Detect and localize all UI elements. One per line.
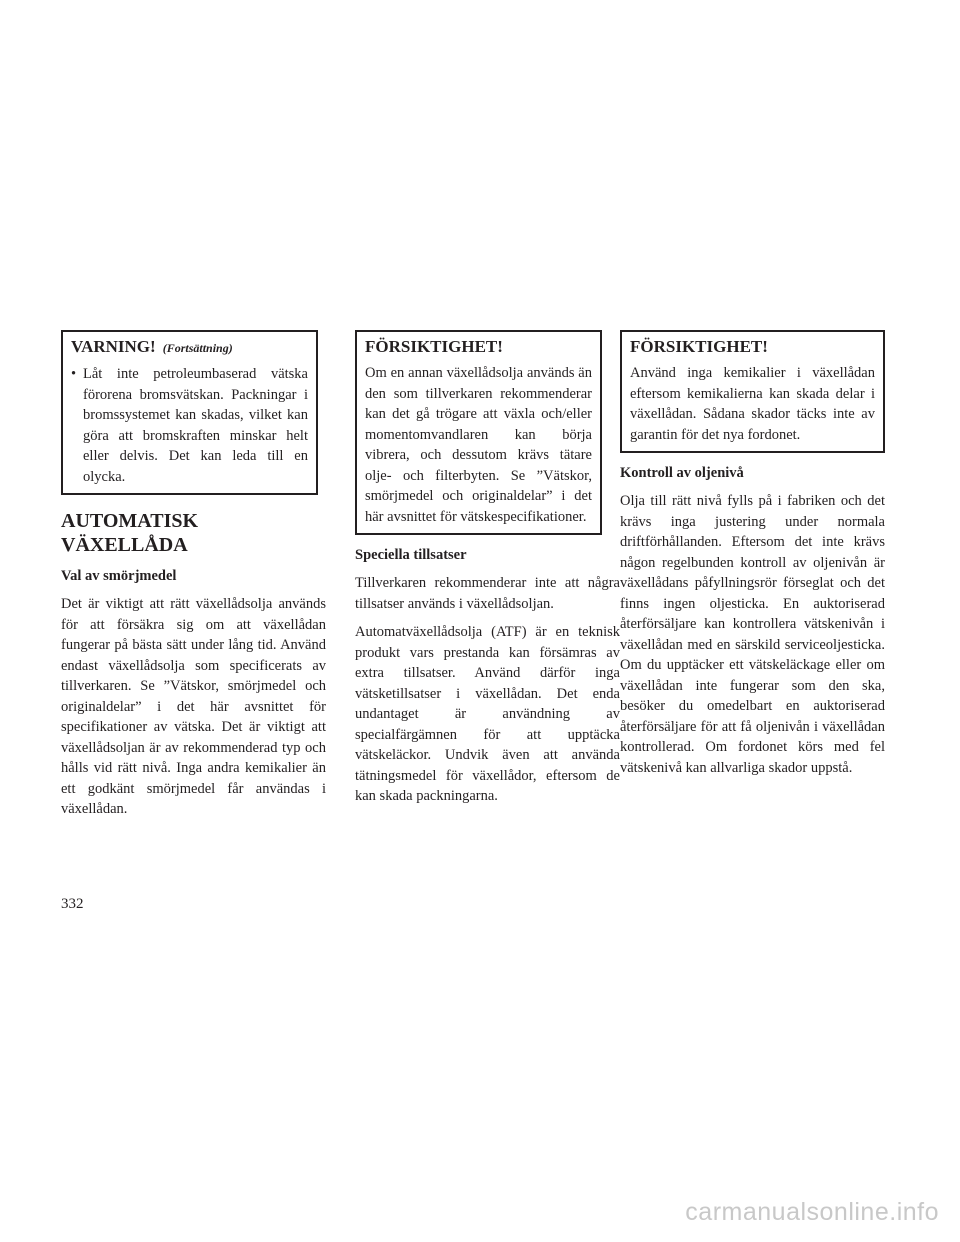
bullet-icon: • xyxy=(71,366,77,382)
page-number: 332 xyxy=(61,896,84,912)
caution-box-2 xyxy=(620,330,885,453)
paragraph-additives-1: Tillverkaren rekommenderar inte att några tillsatser används i växellådsoljan. xyxy=(355,575,620,612)
caution-text: Om en annan växellådsolja används än den som tillverkaren rekommenderar kan det gå trögare att växla och/eller momentomvandlaren kan börja vibrera, och dessutom krävs tätare olje- och filterbyten. Se ”Vätskor, smörjmedel och originaldelar” i det här avsnittet för vätskespecifikationer. xyxy=(365,365,592,525)
paragraph-additives-2: Automatväxellådsolja (ATF) är en teknisk produkt vars prestanda kan försämras av extra tillsatser. Använd därför inga vätsketillsatser i växellådan. Det enda undantaget är användning av specialfärgämnen för att upptäcka vätskeläckor. Undvik även att använda tätningsmedel för växellådor, eftersom de kan skada packningarna. xyxy=(355,624,620,804)
section-heading: AUTOMATISK VÄXELLÅDA xyxy=(61,510,199,556)
warning-bullet xyxy=(71,364,308,487)
subheading-additives: Speciella tillsatser xyxy=(355,547,467,563)
caution-title-2: FÖRSIKTIGHET! xyxy=(630,337,768,356)
caution-box xyxy=(355,330,602,535)
paragraph-oil-level: Olja till rätt nivå fylls på i fabriken och det krävs inga justering under normala driftförhållanden. Eftersom det inte krävs någon regelbunden kontroll av oljenivån är växellådans påfyllningsrör förseglat och det finns ingen oljesticka. En auktoriserad återförsäljare kan kontrollera vätskenivån i växellådan med en särskild serviceoljesticka. Om du upptäcker ett vätskeläckage eller om växellådan inte fungerar som den ska, besöker du omedelbart en auktoriserad återförsäljare för att få oljenivån i växellådan kontrollerad. Om fordonet körs med fel vätskenivå kan allvarliga skador uppstå. xyxy=(620,493,885,776)
warning-title: VARNING! xyxy=(71,337,156,356)
warning-bullet-text: Låt inte petroleumbaserad vätska förorena bromsvätskan. Packningar i bromssystemet kan skadas, vilket kan göra att bromskraften minskar helt eller delvis. Det kan leda till en olycka. xyxy=(83,366,308,485)
subheading-lubricant: Val av smörjmedel xyxy=(61,568,177,584)
column-3 xyxy=(620,330,885,786)
subheading-oil-level: Kontroll av oljenivå xyxy=(620,465,744,481)
caution-text-2: Använd inga kemikalier i växellådan eftersom kemikalierna kan skada delar i växellådan. Sådana skador täcks inte av garantin för det nya fordonet. xyxy=(630,365,875,443)
column-2 xyxy=(355,330,620,815)
caution-title: FÖRSIKTIGHET! xyxy=(365,337,503,356)
column-1 xyxy=(61,330,326,828)
warning-box xyxy=(61,330,318,495)
warning-title-row xyxy=(71,336,308,359)
watermark: carmanualsonline.info xyxy=(685,1198,939,1226)
paragraph-lubricant: Det är viktigt att rätt växellådsolja används för att försäkra sig om att växellådan fungerar på bästa sätt under lång tid. Använd endast växellådsolja som specificerats av tillverkaren. Se ”Vätskor, smörjmedel och originaldelar” i det här avsnittet för specifikationer av vätska. Det är viktigt att växellådsoljan är av rekommenderad typ och hålls vid rätt nivå. Inga andra kemikalier än ett godkänt smörjmedel får användas i växellådan. xyxy=(61,596,326,817)
warning-subtitle: (Fortsättning) xyxy=(162,341,233,355)
